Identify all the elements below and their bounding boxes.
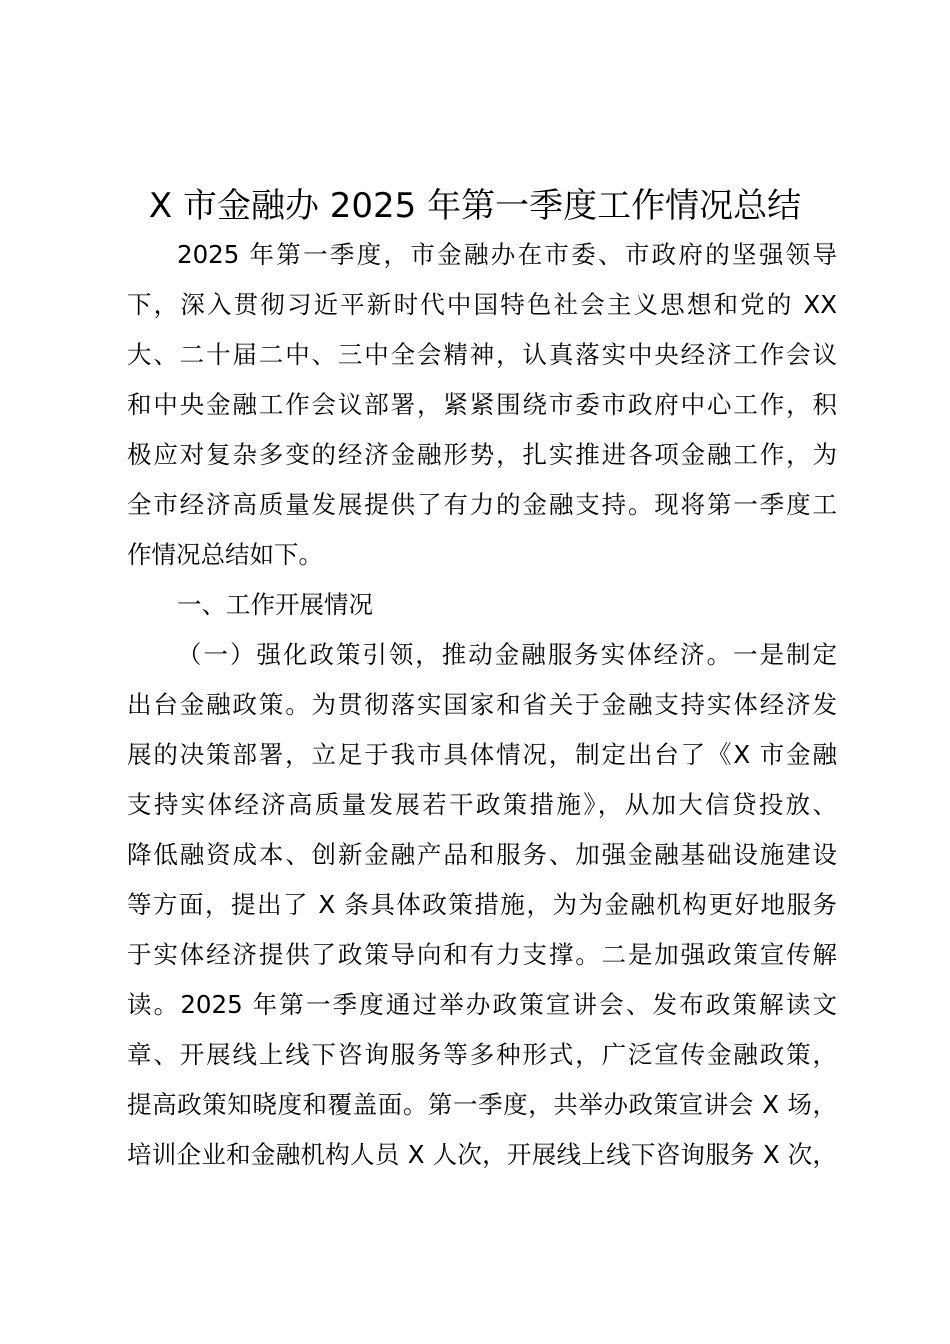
paragraph-line: 极应对复杂多变的经济金融形势，扎实推进各项金融工作，为	[127, 440, 837, 469]
document-title: X 市金融办 2025 年第一季度工作情况总结	[148, 186, 802, 226]
paragraph-line: 等方面，提出了 X 条具体政策措施，为为金融机构更好地服务	[127, 890, 837, 919]
paragraph-line: 全市经济高质量发展提供了有力的金融支持。现将第一季度工	[127, 490, 837, 519]
paragraph-line: 支持实体经济高质量发展若干政策措施》，从加大信贷投放、	[127, 790, 837, 819]
paragraph-line: 展的决策部署，立足于我市具体情况，制定出台了《X 市金融	[127, 740, 837, 769]
paragraph-line: 读。2025 年第一季度通过举办政策宣讲会、发布政策解读文	[127, 990, 837, 1019]
paragraph-line: 培训企业和金融机构人员 X 人次，开展线上线下咨询服务 X 次，	[127, 1140, 837, 1169]
paragraph-line: 章、开展线上线下咨询服务等多种形式，广泛宣传金融政策，	[127, 1040, 837, 1069]
paragraph-line: 下，深入贯彻习近平新时代中国特色社会主义思想和党的 XX	[127, 290, 837, 319]
paragraph-line: 2025 年第一季度，市金融办在市委、市政府的坚强领导	[177, 240, 837, 269]
paragraph-line: 出台金融政策。为贯彻落实国家和省关于金融支持实体经济发	[127, 690, 837, 719]
paragraph-line: 大、二十届二中、三中全会精神，认真落实中央经济工作会议	[127, 340, 837, 369]
section-heading: 一、工作开展情况	[177, 590, 373, 619]
document-body	[127, 230, 837, 1180]
paragraph-line: 作情况总结如下。	[127, 540, 323, 569]
paragraph-line: 于实体经济提供了政策导向和有力支撑。二是加强政策宣传解	[127, 940, 837, 969]
paragraph-line: 降低融资成本、创新金融产品和服务、加强金融基础设施建设	[127, 840, 837, 869]
paragraph-line: 和中央金融工作会议部署，紧紧围绕市委市政府中心工作，积	[127, 390, 837, 419]
paragraph-line: （一）强化政策引领，推动金融服务实体经济。一是制定	[177, 640, 837, 669]
paragraph-line: 提高政策知晓度和覆盖面。第一季度，共举办政策宣讲会 X 场，	[127, 1090, 837, 1119]
